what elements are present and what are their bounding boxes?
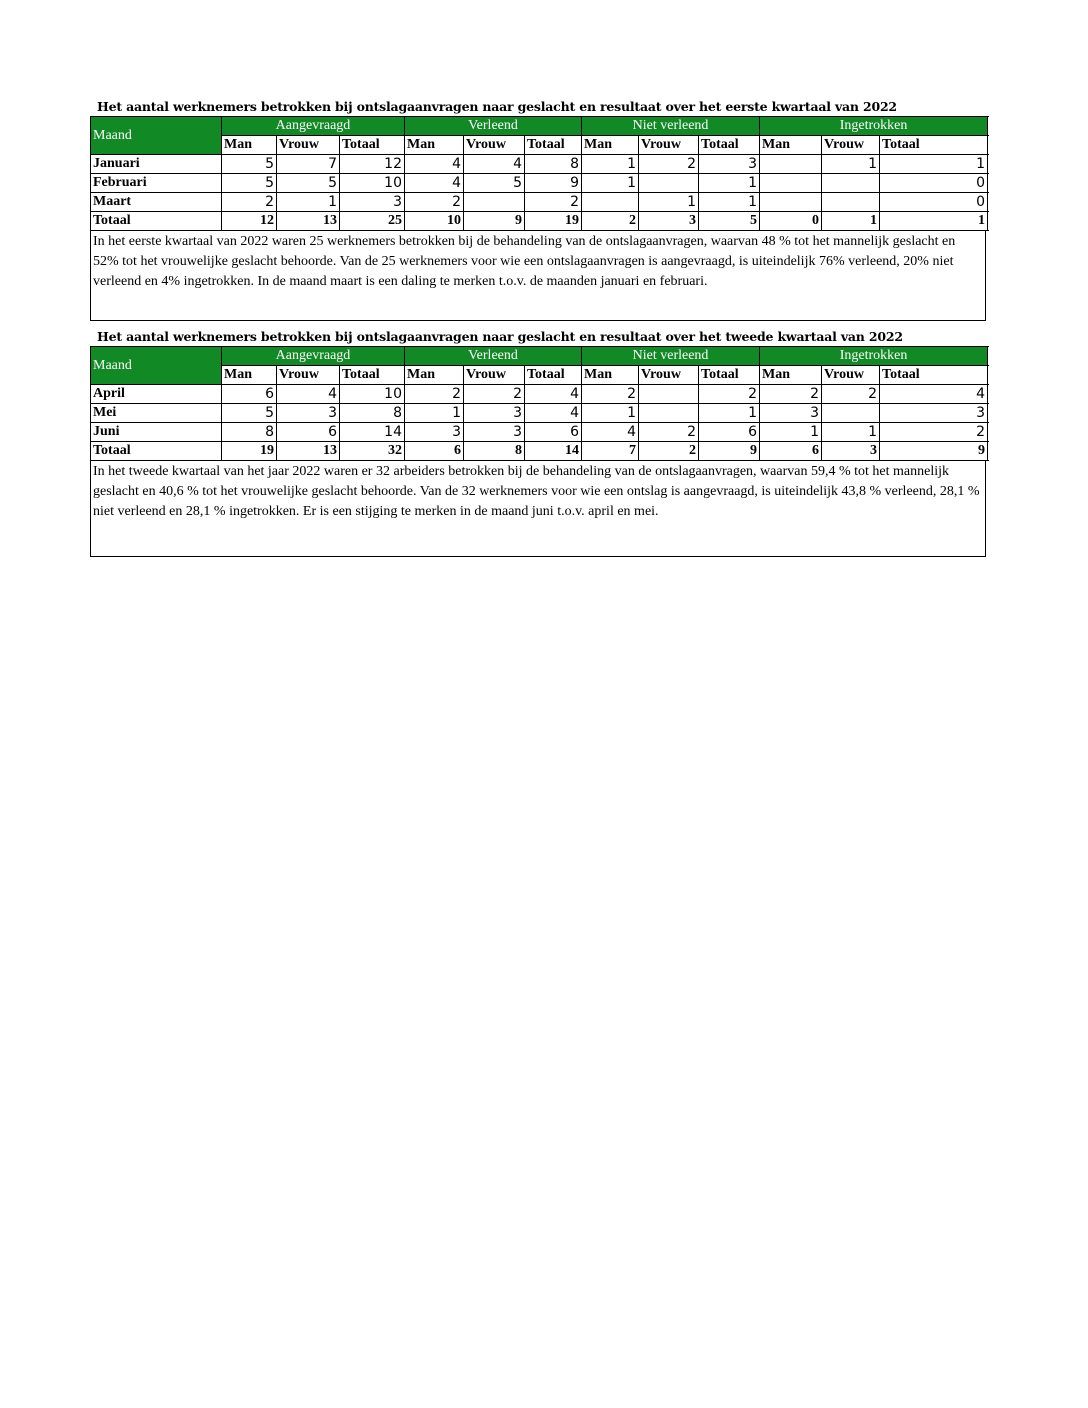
value-cell: 1 (582, 155, 639, 174)
group-header: Ingetrokken (760, 347, 988, 366)
total-cell: 12 (222, 212, 277, 231)
value-cell: 3 (405, 423, 464, 442)
sub-header: Vrouw (822, 366, 880, 385)
maand-header: Maand (91, 347, 222, 385)
value-cell: 1 (639, 193, 699, 212)
sub-header: Man (582, 136, 639, 155)
value-cell (760, 174, 822, 193)
value-cell: 1 (405, 404, 464, 423)
value-cell: 2 (405, 385, 464, 404)
total-cell: 19 (222, 442, 277, 461)
value-cell: 4 (405, 155, 464, 174)
table-2-title: Het aantal werknemers betrokken bij ontslagaanvragen naar geslacht en resultaat over het tweede kwartaal van 2022 (97, 329, 903, 344)
month-label: Januari (91, 155, 222, 174)
value-cell (639, 404, 699, 423)
value-cell: 5 (222, 404, 277, 423)
value-cell: 2 (639, 155, 699, 174)
value-cell: 3 (340, 193, 405, 212)
total-cell: 25 (340, 212, 405, 231)
sub-header: Totaal (880, 366, 988, 385)
table-row (91, 423, 988, 442)
value-cell: 8 (525, 155, 582, 174)
value-cell: 12 (340, 155, 405, 174)
total-cell: 10 (405, 212, 464, 231)
value-cell: 6 (222, 385, 277, 404)
table-1-block (90, 116, 986, 321)
value-cell: 4 (464, 155, 525, 174)
sub-header: Totaal (699, 366, 760, 385)
sub-header: Man (222, 366, 277, 385)
value-cell: 1 (880, 155, 988, 174)
value-cell: 5 (464, 174, 525, 193)
sub-header: Totaal (340, 136, 405, 155)
value-cell: 3 (760, 404, 822, 423)
total-cell: 6 (760, 442, 822, 461)
group-header-row (91, 117, 988, 136)
total-cell: 6 (405, 442, 464, 461)
value-cell: 8 (340, 404, 405, 423)
total-label: Totaal (91, 442, 222, 461)
value-cell (822, 174, 880, 193)
total-cell: 32 (340, 442, 405, 461)
value-cell (639, 385, 699, 404)
value-cell: 1 (582, 404, 639, 423)
group-header: Aangevraagd (222, 347, 405, 366)
total-cell: 0 (760, 212, 822, 231)
value-cell: 4 (277, 385, 340, 404)
total-cell: 19 (525, 212, 582, 231)
sub-header: Man (760, 136, 822, 155)
value-cell: 2 (760, 385, 822, 404)
sub-header: Man (760, 366, 822, 385)
value-cell: 4 (525, 404, 582, 423)
value-cell: 5 (222, 174, 277, 193)
value-cell (639, 174, 699, 193)
value-cell: 2 (582, 385, 639, 404)
value-cell: 2 (639, 423, 699, 442)
data-table (90, 346, 988, 461)
sub-header: Vrouw (277, 136, 340, 155)
table-2-block (90, 346, 986, 557)
value-cell: 6 (699, 423, 760, 442)
group-header: Niet verleend (582, 347, 760, 366)
table-row (91, 385, 988, 404)
sub-header: Vrouw (464, 136, 525, 155)
value-cell: 9 (525, 174, 582, 193)
total-label: Totaal (91, 212, 222, 231)
sub-header: Man (405, 136, 464, 155)
value-cell: 1 (699, 174, 760, 193)
sub-header: Vrouw (822, 136, 880, 155)
sub-header: Totaal (699, 136, 760, 155)
sub-header: Vrouw (277, 366, 340, 385)
group-header: Niet verleend (582, 117, 760, 136)
total-row (91, 442, 988, 461)
total-cell: 9 (464, 212, 525, 231)
value-cell: 1 (822, 155, 880, 174)
value-cell: 6 (277, 423, 340, 442)
group-header-row (91, 347, 988, 366)
value-cell: 10 (340, 385, 405, 404)
value-cell: 7 (277, 155, 340, 174)
sub-header: Man (405, 366, 464, 385)
total-cell: 14 (525, 442, 582, 461)
summary-note: In het eerste kwartaal van 2022 waren 25 werknemers betrokken bij de behandeling van de ontslagaanvragen, waarvan 48 % tot het mannelijk geslacht en 52% tot het vrouwelijke geslacht behoorde. Van de 25 werknemers voor wie een ontslagaanvragen is aangevraagd, is uiteindelijk 76% verleend, 20% niet verleend en 4% ingetrokken. In de maand maart is een daling te merken t.o.v. de maanden januari en februari. (90, 231, 986, 321)
value-cell: 2 (880, 423, 988, 442)
value-cell: 1 (582, 174, 639, 193)
value-cell: 1 (277, 193, 340, 212)
summary-note: In het tweede kwartaal van het jaar 2022 waren er 32 arbeiders betrokken bij de behandeling van de ontslagaanvragen, waarvan 59,4 % tot het mannelijk geslacht en 40,6 % tot het vrouwelijke geslacht behoorde. Van de 32 werknemers voor wie een ontslag is aangevraagd, is uiteindelijk 43,8 % verleend, 28,1 % niet verleend en 28,1 % ingetrokken. Er is een stijging te merken in de maand juni t.o.v. april en mei. (90, 461, 986, 557)
total-row (91, 212, 988, 231)
value-cell: 1 (699, 404, 760, 423)
group-header: Ingetrokken (760, 117, 988, 136)
value-cell: 10 (340, 174, 405, 193)
total-cell: 3 (822, 442, 880, 461)
table-row (91, 155, 988, 174)
group-header: Verleend (405, 117, 582, 136)
total-cell: 5 (699, 212, 760, 231)
sub-header: Totaal (525, 366, 582, 385)
sub-header: Totaal (340, 366, 405, 385)
total-cell: 3 (639, 212, 699, 231)
value-cell (760, 155, 822, 174)
total-cell: 13 (277, 212, 340, 231)
value-cell: 1 (822, 423, 880, 442)
value-cell: 0 (880, 193, 988, 212)
total-cell: 13 (277, 442, 340, 461)
value-cell: 6 (525, 423, 582, 442)
value-cell: 2 (405, 193, 464, 212)
table-row (91, 174, 988, 193)
month-label: Maart (91, 193, 222, 212)
total-cell: 2 (639, 442, 699, 461)
value-cell: 5 (277, 174, 340, 193)
group-header: Aangevraagd (222, 117, 405, 136)
sub-header: Vrouw (639, 136, 699, 155)
total-cell: 2 (582, 212, 639, 231)
sub-header: Vrouw (639, 366, 699, 385)
value-cell: 3 (464, 423, 525, 442)
value-cell: 14 (340, 423, 405, 442)
table-row (91, 193, 988, 212)
table-1-title: Het aantal werknemers betrokken bij ontslagaanvragen naar geslacht en resultaat over het eerste kwartaal van 2022 (97, 99, 897, 114)
value-cell: 4 (880, 385, 988, 404)
value-cell: 5 (222, 155, 277, 174)
value-cell: 0 (880, 174, 988, 193)
month-label: Mei (91, 404, 222, 423)
value-cell (760, 193, 822, 212)
sub-header-row (91, 366, 988, 385)
table-row (91, 404, 988, 423)
value-cell: 4 (582, 423, 639, 442)
total-cell: 9 (880, 442, 988, 461)
value-cell: 2 (822, 385, 880, 404)
month-label: Juni (91, 423, 222, 442)
value-cell: 2 (525, 193, 582, 212)
value-cell: 1 (760, 423, 822, 442)
value-cell (822, 404, 880, 423)
sub-header: Man (222, 136, 277, 155)
value-cell (464, 193, 525, 212)
value-cell: 3 (699, 155, 760, 174)
month-label: Februari (91, 174, 222, 193)
value-cell (582, 193, 639, 212)
sub-header: Totaal (525, 136, 582, 155)
total-cell: 1 (880, 212, 988, 231)
month-label: April (91, 385, 222, 404)
value-cell (822, 193, 880, 212)
group-header: Verleend (405, 347, 582, 366)
value-cell: 8 (222, 423, 277, 442)
total-cell: 7 (582, 442, 639, 461)
total-cell: 1 (822, 212, 880, 231)
total-cell: 9 (699, 442, 760, 461)
total-cell: 8 (464, 442, 525, 461)
data-table (90, 116, 988, 231)
value-cell: 3 (464, 404, 525, 423)
sub-header: Totaal (880, 136, 988, 155)
sub-header-row (91, 136, 988, 155)
sub-header: Man (582, 366, 639, 385)
value-cell: 1 (699, 193, 760, 212)
value-cell: 2 (699, 385, 760, 404)
sub-header: Vrouw (464, 366, 525, 385)
maand-header: Maand (91, 117, 222, 155)
value-cell: 4 (405, 174, 464, 193)
value-cell: 3 (880, 404, 988, 423)
value-cell: 2 (222, 193, 277, 212)
value-cell: 3 (277, 404, 340, 423)
value-cell: 4 (525, 385, 582, 404)
value-cell: 2 (464, 385, 525, 404)
